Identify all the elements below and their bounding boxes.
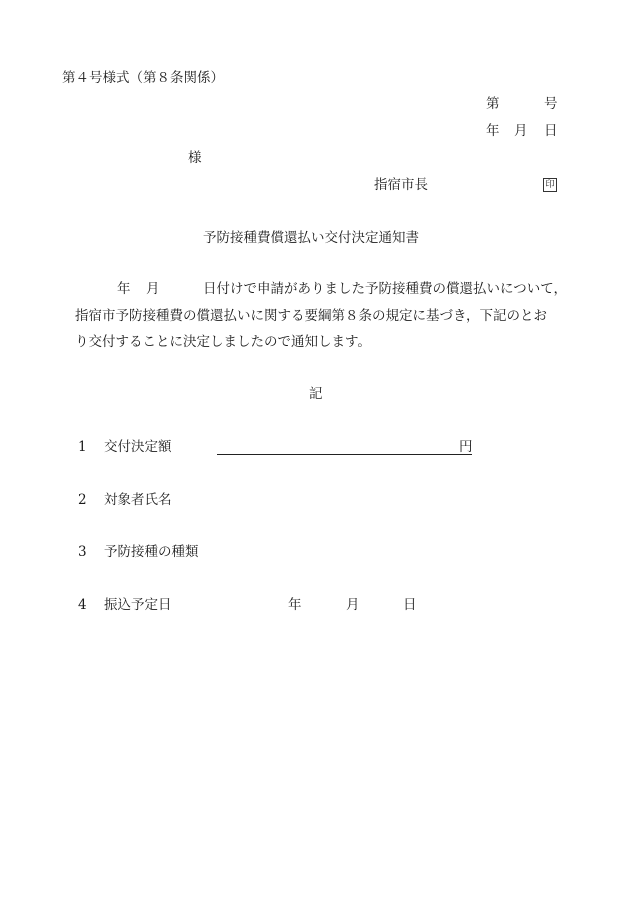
document-title: 予防接種費償還払い交付決定通知書 (203, 230, 419, 246)
issue-date-day: 日 (544, 123, 558, 139)
item-3-number: 3 (78, 544, 87, 560)
transfer-date-year: 年 (288, 597, 302, 613)
item-4-number: 4 (78, 597, 87, 613)
body-year: 年 (117, 281, 131, 297)
issue-date-month: 月 (514, 123, 528, 139)
body-line-3-text: り交付することに決定しましたので通知します。 (75, 334, 371, 350)
item-1-number: 1 (78, 439, 87, 455)
body-month: 月 (146, 281, 160, 297)
transfer-date-month: 月 (346, 597, 360, 613)
issue-date-year: 年 (486, 123, 500, 139)
addressee-honorific: 様 (188, 150, 202, 166)
item-2-label: 対象者氏名 (104, 492, 172, 508)
amount-unit: 円 (459, 439, 473, 455)
issuer-name: 指宿市長 (374, 177, 428, 193)
document-number-label: 第 (486, 96, 500, 112)
body-line-1-text: 日付けで申請がありました予防接種費の償還払いについて， (203, 281, 567, 297)
item-4-label: 振込予定日 (104, 597, 172, 613)
form-number: 第４号様式（第８条関係） (62, 70, 224, 86)
seal-mark: 印 (543, 178, 557, 192)
amount-underline (217, 454, 472, 455)
notation-heading: 記 (309, 386, 323, 402)
item-1-label: 交付決定額 (104, 439, 172, 455)
body-line-2-text: 指宿市予防接種費の償還払いに関する要綱第８条の規定に基づき，下記のとお (75, 308, 547, 324)
item-2-number: 2 (78, 492, 87, 508)
item-3-label: 予防接種の種類 (104, 544, 199, 560)
document-number-suffix: 号 (544, 96, 558, 112)
transfer-date-day: 日 (403, 597, 417, 613)
